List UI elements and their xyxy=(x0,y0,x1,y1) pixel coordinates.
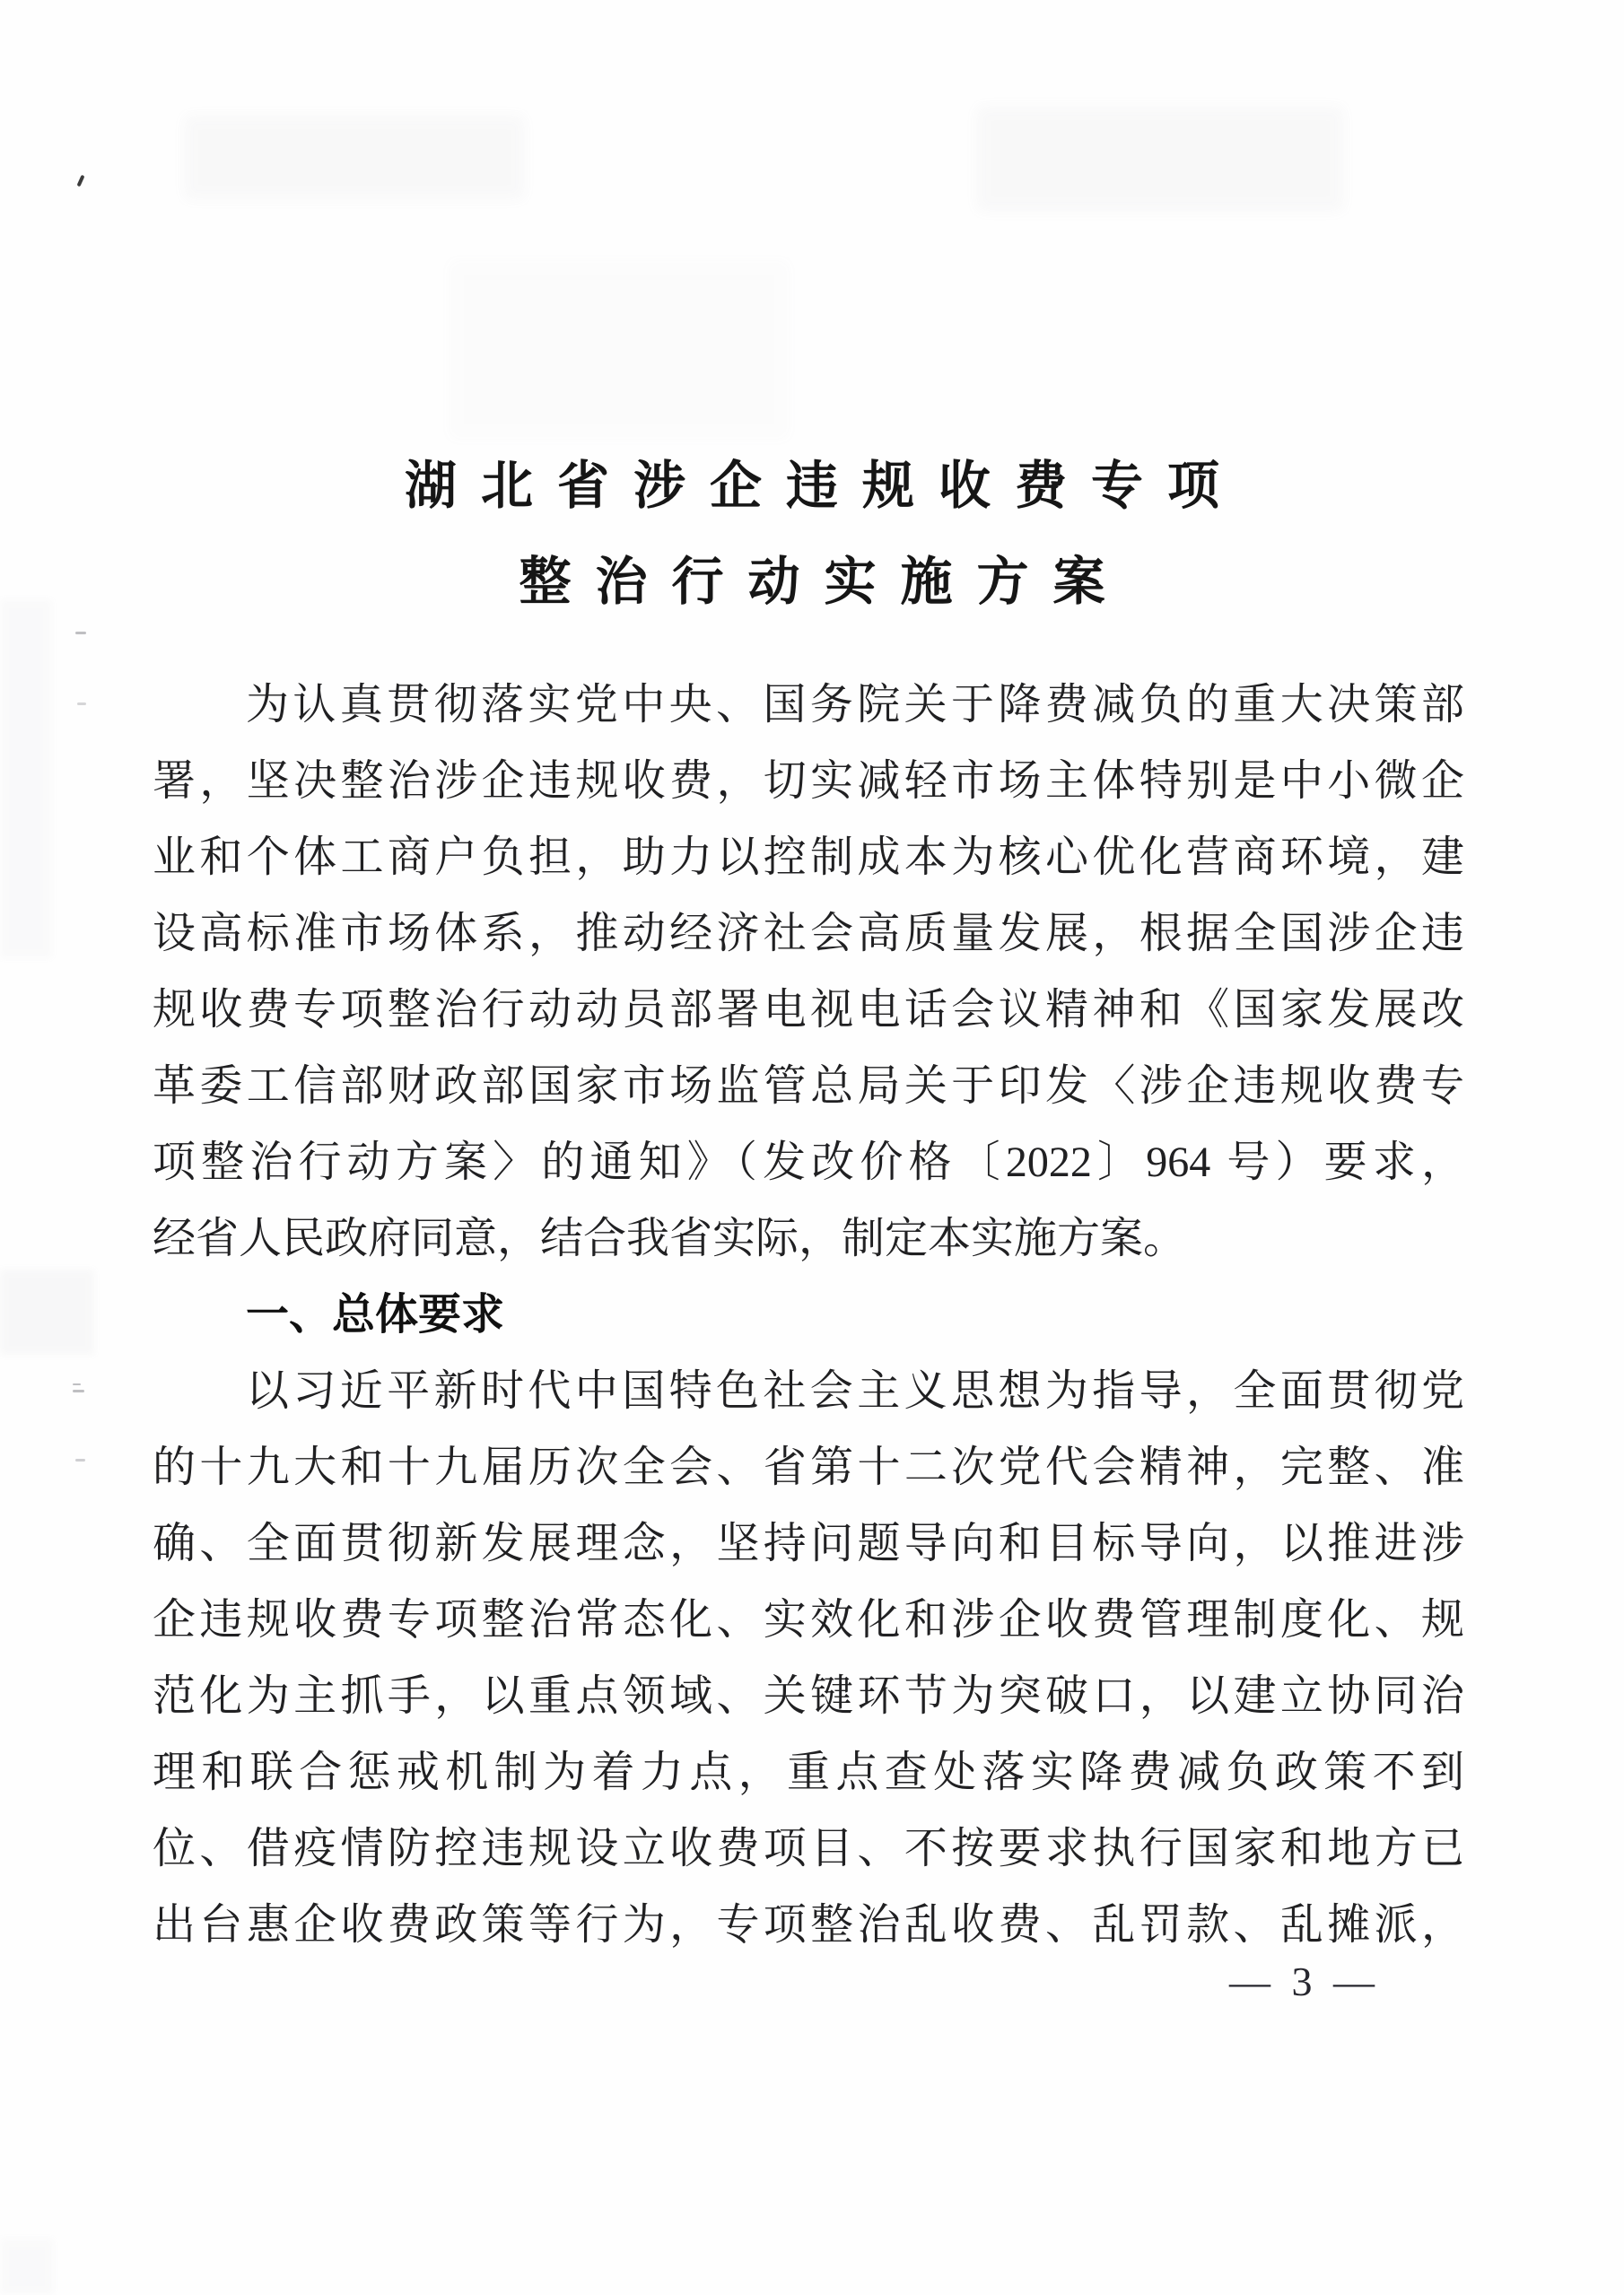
text-line: 经省人民政府同意，结合我省实际，制定本实施方案。 xyxy=(153,1215,1187,1262)
scan-dash-mark xyxy=(73,1383,81,1385)
scan-artifact xyxy=(184,115,525,200)
document-title xyxy=(0,438,1624,630)
text-line: 范化为主抓手，以重点领域、关键环节为突破口，以建立协同治 xyxy=(153,1672,1464,1720)
text-line: 署，坚决整治涉企违规收费，切实减轻市场主体特别是中小微企 xyxy=(153,757,1464,805)
text-line: 理和联合惩戒机制为着力点，重点查处落实降费减负政策不到 xyxy=(153,1749,1464,1796)
document-title-line-2: 整治行动实施方案 xyxy=(519,553,1130,611)
text-line: 位、借疫情防控违规设立收费项目、不按要求执行国家和地方已 xyxy=(153,1825,1464,1872)
page-number: — 3 — xyxy=(1229,1959,1380,2004)
scan-artifact xyxy=(976,106,1344,212)
scan-artifact xyxy=(0,1270,94,1355)
text-line: 以习近平新时代中国特色社会主义思想为指导，全面贯彻党 xyxy=(246,1367,1464,1415)
text-line: 确、全面贯彻新发展理念，坚持问题导向和目标导向，以推进涉 xyxy=(153,1520,1464,1567)
scan-dash-mark xyxy=(77,702,86,705)
text-line: 项整治行动方案〉的通知》（发改价格〔2022〕964 号）要求， xyxy=(153,1139,1464,1186)
text-line: 出台惠企收费政策等行为，专项整治乱收费、乱罚款、乱摊派， xyxy=(153,1901,1464,1949)
text-line: 为认真贯彻落实党中央、国务院关于降费减负的重大决策部 xyxy=(246,681,1464,729)
document-title-line-1: 湖北省涉企违规收费专项 xyxy=(404,457,1244,515)
document-body xyxy=(153,667,1464,1963)
scan-artifact xyxy=(449,260,790,440)
scan-artifact xyxy=(0,599,52,958)
text-line: 规收费专项整治行动动员部署电视电话会议精神和《国家发展改 xyxy=(153,986,1464,1034)
scan-dash-mark xyxy=(75,1459,85,1462)
scan-artifact xyxy=(0,2238,54,2295)
section-heading: 一、总体要求 xyxy=(246,1291,505,1339)
text-line: 设高标准市场体系，推动经济社会高质量发展，根据全国涉企违 xyxy=(153,910,1464,957)
text-line: 革委工信部财政部国家市场监管总局关于印发〈涉企违规收费专 xyxy=(153,1062,1464,1110)
text-line: 业和个体工商户负担，助力以控制成本为核心优化营商环境，建 xyxy=(153,833,1464,881)
scan-tick-mark xyxy=(77,175,85,188)
scan-dash-mark xyxy=(73,1390,84,1392)
text-line: 企违规收费专项整治常态化、实效化和涉企收费管理制度化、规 xyxy=(153,1596,1464,1644)
scan-dash-mark xyxy=(75,632,86,634)
text-line: 的十九大和十九届历次全会、省第十二次党代会精神，完整、准 xyxy=(153,1444,1464,1491)
